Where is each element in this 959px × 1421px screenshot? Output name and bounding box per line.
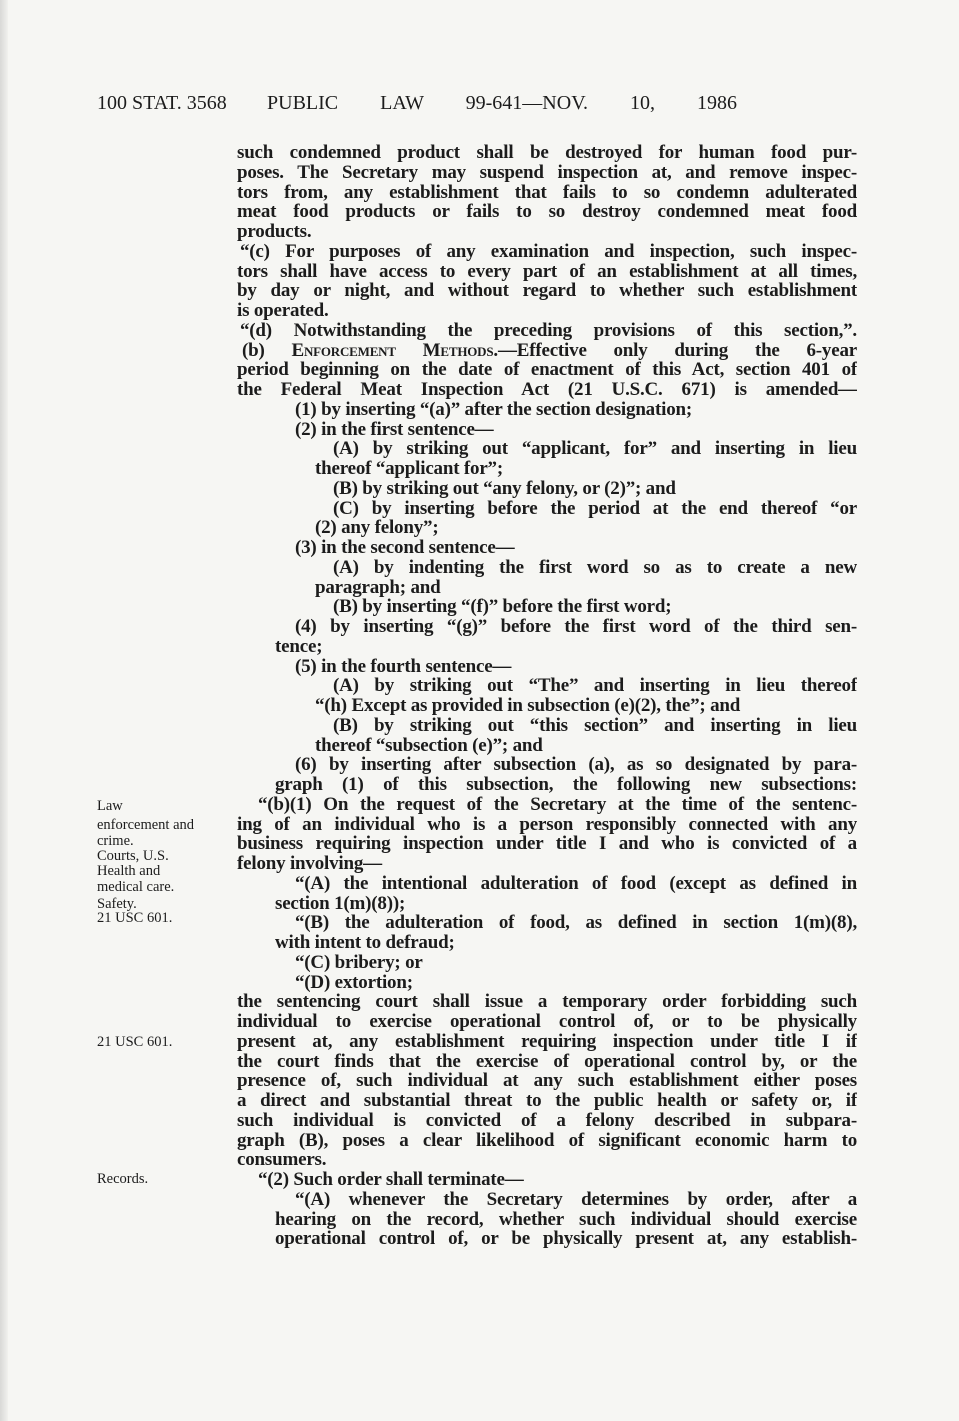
text-line: tors shall have access to every part of an establishment at all times, xyxy=(237,261,857,282)
text-line: (C) by inserting before the period at the end thereof “or xyxy=(333,498,857,519)
text-line: individual to exercise operational control of, or to be physically xyxy=(237,1012,857,1032)
margin-note-law: enforcement and xyxy=(97,817,195,833)
text-line: period beginning on the date of enactment of this Act, section 401 of xyxy=(237,360,857,381)
text-line xyxy=(242,341,857,361)
text-line: thereof “applicant for”; xyxy=(315,458,503,479)
text-line: (4) by inserting “(g)” before the first word of the third sen- xyxy=(295,617,857,637)
margin-note-usc: 21 USC 601. xyxy=(97,910,173,926)
text-line: the court finds that the exercise of operational control by, or the xyxy=(237,1051,857,1072)
text-line: (B) by striking out “this section” and inserting in lieu xyxy=(333,715,857,736)
text-line: “(A) the intentional adulteration of food (except as defined in xyxy=(295,873,857,894)
text-line: tence; xyxy=(275,635,323,657)
text-line: ing of an individual who is a person responsibly connected with any xyxy=(237,814,857,835)
page-reference: 100 STAT. 3568 xyxy=(97,92,227,114)
text-line: “(C) bribery; or xyxy=(295,951,423,973)
margin-note-law: Law xyxy=(97,798,123,814)
text-line: consumers. xyxy=(237,1149,327,1171)
text-line: such condemned product shall be destroyed for human food pur- xyxy=(237,143,857,163)
margin-note-health: Health and xyxy=(97,863,161,879)
text-line: (2) any felony”; xyxy=(315,517,439,539)
margin-note-health: medical care. xyxy=(97,879,175,895)
text-line: (A) by striking out “applicant, for” and inserting in lieu xyxy=(333,439,857,460)
text-line: products. xyxy=(237,221,312,242)
text-line: by day or night, and without regard to whether such establishment xyxy=(237,281,857,302)
margin-note-law: crime. xyxy=(97,833,134,849)
text-line: (1) by inserting “(a)” after the section designation; xyxy=(295,398,692,420)
text-line: (B) by inserting “(f)” before the first word; xyxy=(333,596,672,618)
margin-note-safety: Safety. xyxy=(97,896,137,912)
text-line: (A) by striking out “The” and inserting in lieu thereof xyxy=(333,676,857,697)
text-line: the Federal Meat Inspection Act (21 U.S.C. 671) is amended— xyxy=(237,380,857,400)
text-line: “(b)(1) On the request of the Secretary at the time of the sentenc- xyxy=(258,794,857,815)
text-line: graph (B), poses a clear likelihood of significant economic harm to xyxy=(237,1130,857,1151)
margin-note-courts: Courts, U.S. xyxy=(97,848,169,864)
text-line: “(c) For purposes of any examination and inspection, such inspec- xyxy=(240,241,857,262)
text-line: a direct and substantial threat to the public health or safety or, if xyxy=(237,1091,857,1111)
text-line: such individual is convicted of a felony described in subpara- xyxy=(237,1110,857,1131)
text-line: business requiring inspection under title I and who is convicted of a xyxy=(237,834,857,855)
text-line: (2) in the first sentence— xyxy=(295,418,494,440)
text-line: present at, any establishment requiring inspection under title I if xyxy=(237,1031,857,1052)
text-line: (A) by indenting the first word so as to create a new xyxy=(333,557,857,578)
text-line: (6) by inserting after subsection (a), as so designated by para- xyxy=(295,755,857,776)
text-line: felony involving— xyxy=(237,853,382,874)
text-line: thereof “subsection (e)”; and xyxy=(315,734,543,756)
margin-note-usc: 21 USC 601. xyxy=(97,1034,173,1050)
text-line: “(A) whenever the Secretary determines by order, after a xyxy=(295,1189,857,1210)
text-span: .—Effective only during the 6-year xyxy=(493,340,857,361)
margin-note-records: Records. xyxy=(97,1171,149,1187)
text-line: graph (1) of this subsection, the following new subsections: xyxy=(275,775,857,795)
text-line: “(2) Such order shall terminate— xyxy=(258,1169,524,1190)
text-line: “(d) Notwithstanding the preceding provisions of this section,”. xyxy=(240,320,857,341)
text-line: meat food products or fails to so destroy condemned meat food xyxy=(237,202,857,223)
text-line: section 1(m)(8)); xyxy=(275,892,406,914)
text-line: “(D) extortion; xyxy=(295,971,413,993)
text-line: tors from, any establishment that fails to so condemn adulterated xyxy=(237,182,857,203)
text-line: “(B) the adulteration of food, as defined in section 1(m)(8), xyxy=(295,913,857,934)
text-line: (B) by striking out “any felony, or (2)”; and xyxy=(333,477,676,499)
text-span: (b) xyxy=(242,340,292,361)
running-title: PUBLIC LAW 99-641—NOV. 10, 1986 xyxy=(267,92,737,114)
text-line: presence of, such individual at any such establishment either poses xyxy=(237,1071,857,1092)
text-line: the sentencing court shall issue a temporary order forbidding such xyxy=(237,992,857,1013)
text-line: with intent to defraud; xyxy=(275,932,455,953)
text-line: operational control of, or be physically present at, any establish- xyxy=(275,1229,857,1250)
text-line: paragraph; and xyxy=(315,576,441,598)
text-line: (3) in the second sentence— xyxy=(295,537,515,558)
text-line: hearing on the record, whether such individual should exercise xyxy=(275,1209,857,1230)
section-caption: Enforcement Methods xyxy=(291,340,494,361)
text-line: “(h) Except as provided in subsection (e)(2), the”; and xyxy=(315,695,741,716)
text-line: is operated. xyxy=(237,300,329,321)
text-line: poses. The Secretary may suspend inspection at, and remove inspec- xyxy=(237,162,857,183)
text-line: (5) in the fourth sentence— xyxy=(295,655,512,677)
page-edge xyxy=(0,0,8,1421)
